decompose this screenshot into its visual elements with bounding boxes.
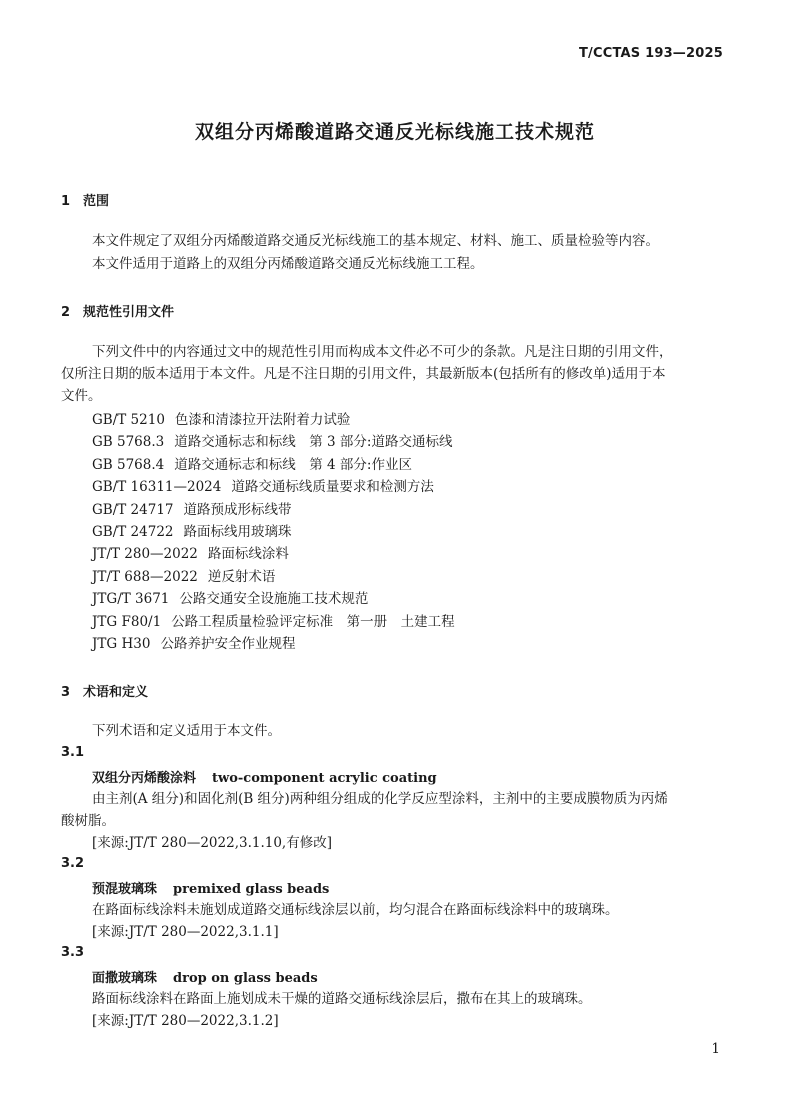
term-number: 3.3: [61, 945, 85, 960]
normative-intro-line-3: 文件。: [61, 388, 102, 404]
reference-code: GB 5768.4: [92, 456, 165, 473]
term-source: [来源:JT/T 280—2022,3.1.1]: [92, 924, 279, 940]
normative-intro-line-2: 仅所注日期的版本适用于本文件。凡是不注日期的引用文件，其最新版本(包括所有的修改单)适用于本: [61, 366, 666, 382]
term-name-en: drop on glass beads: [173, 971, 318, 986]
scope-paragraph-1: 本文件规定了双组分丙烯酸道路交通反光标线施工的基本规定、材料、施工、质量检验等内容。: [92, 233, 659, 249]
section-number: 2: [61, 305, 71, 320]
section-heading-normative: [61, 301, 174, 320]
section-title: 术语和定义: [83, 685, 149, 700]
section-heading-terms: [61, 681, 148, 700]
reference-item: [92, 520, 292, 540]
term-source: [来源:JT/T 280—2022,3.1.2]: [92, 1013, 279, 1029]
term-definition-line-1: 在路面标线涂料未施划成道路交通标线涂层以前，均匀混合在路面标线涂料中的玻璃珠。: [92, 902, 619, 918]
reference-name: 公路养护安全作业规程: [160, 636, 296, 652]
reference-item: [92, 430, 452, 450]
reference-item: [92, 587, 368, 607]
normative-intro-line-1: 下列文件中的内容通过文中的规范性引用而构成本文件必不可少的条款。凡是注日期的引用文件，: [92, 344, 673, 360]
term-definition-line-2: 酸树脂。: [61, 813, 115, 829]
reference-item: [92, 475, 434, 495]
term-name-en: two-component acrylic coating: [212, 771, 437, 786]
reference-item: [92, 565, 275, 585]
reference-code: GB/T 16311—2024: [92, 479, 222, 496]
term-name-zh: 面撒玻璃珠: [92, 971, 158, 986]
reference-code: GB 5768.3: [92, 434, 165, 451]
reference-item: [92, 542, 289, 562]
reference-code: GB/T 5210: [92, 412, 165, 428]
reference-name: 公路交通安全设施施工技术规范: [179, 591, 369, 608]
reference-item: [92, 453, 412, 473]
section-title: 范围: [83, 194, 110, 209]
reference-name: 公路工程质量检验评定标准 第一册 土建工程: [171, 613, 455, 630]
terms-intro: 下列术语和定义适用于本文件。: [92, 723, 281, 739]
reference-code: JTG/T 3671: [92, 591, 170, 608]
term-name: [92, 967, 318, 986]
page-number: 1: [711, 1041, 720, 1057]
reference-item: [92, 408, 350, 428]
term-source: [来源:JT/T 280—2022,3.1.10,有修改]: [92, 835, 332, 851]
reference-name: 道路交通标志和标线 第 4 部分:作业区: [174, 456, 412, 473]
term-name: [92, 878, 329, 897]
reference-item: [92, 498, 292, 518]
reference-name: 路面标线用玻璃珠: [183, 524, 292, 540]
reference-code: JTG H30: [92, 636, 151, 652]
reference-code: GB/T 24722: [92, 524, 174, 540]
section-number: 3: [61, 685, 71, 700]
reference-name: 道路交通标志和标线 第 3 部分:道路交通标线: [174, 434, 453, 451]
reference-code: JT/T 688—2022: [92, 568, 198, 585]
term-definition-line-1: 路面标线涂料在路面上施划成未干燥的道路交通标线涂层后，撒布在其上的玻璃珠。: [92, 991, 592, 1007]
section-title: 规范性引用文件: [83, 305, 175, 320]
term-name-en: premixed glass beads: [173, 882, 330, 897]
term-number: 3.1: [61, 745, 85, 760]
reference-code: JTG F80/1: [92, 613, 162, 630]
term-number: 3.2: [61, 856, 85, 871]
document-title: 双组分丙烯酸道路交通反光标线施工技术规范: [194, 121, 595, 143]
section-number: 1: [61, 194, 71, 209]
reference-name: 道路交通标线质量要求和检测方法: [231, 479, 434, 496]
reference-name: 逆反射术语: [207, 568, 276, 585]
document-code: T/CCTAS 193—2025: [578, 46, 723, 61]
term-name: [92, 767, 437, 786]
reference-code: GB/T 24717: [92, 501, 174, 518]
term-definition-line-1: 由主剂(A 组分)和固化剂(B 组分)两种组分组成的化学反应型涂料，主剂中的主要成膜物质为丙烯: [92, 791, 668, 807]
reference-item: [92, 632, 295, 652]
section-heading-scope: [61, 190, 109, 209]
reference-name: 道路预成形标线带: [183, 501, 292, 518]
reference-item: [92, 610, 455, 630]
term-name-zh: 预混玻璃珠: [92, 882, 158, 897]
scope-paragraph-2: 本文件适用于道路上的双组分丙烯酸道路交通反光标线施工工程。: [92, 256, 484, 272]
reference-name: 色漆和清漆拉开法附着力试验: [174, 412, 351, 428]
term-name-zh: 双组分丙烯酸涂料: [92, 771, 197, 786]
reference-code: JT/T 280—2022: [92, 546, 198, 563]
reference-name: 路面标线涂料: [207, 546, 289, 563]
